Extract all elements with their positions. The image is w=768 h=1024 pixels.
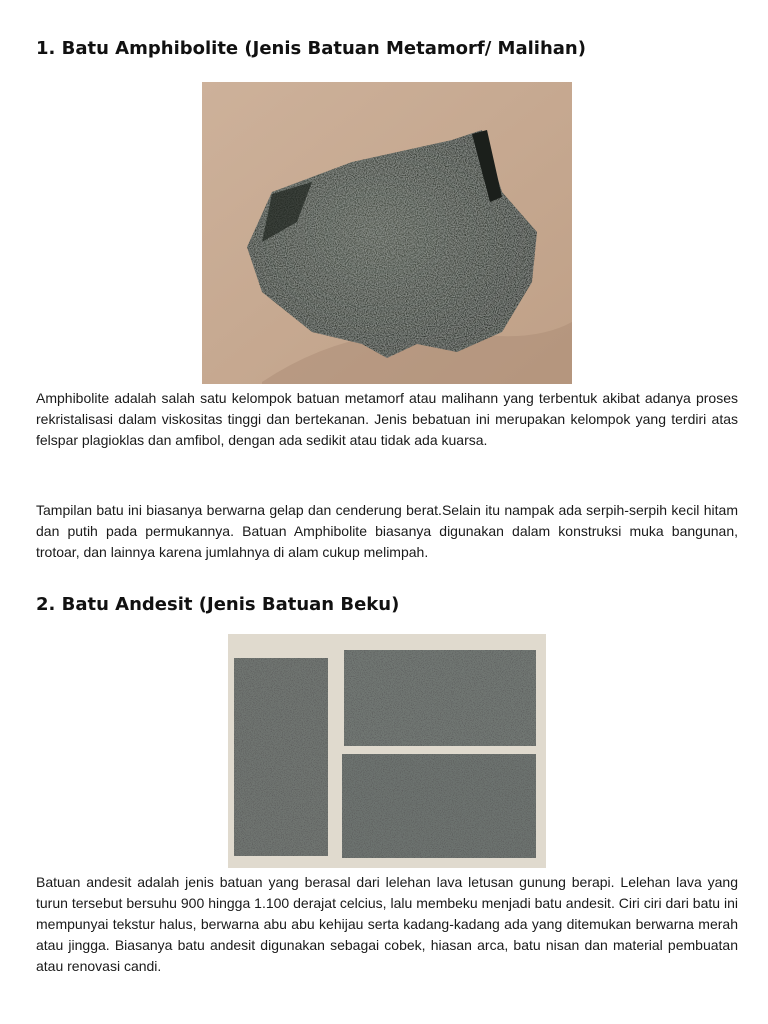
amphibolite-paragraph-1: Amphibolite adalah salah satu kelompok batuan metamorf atau malihann yang terbentuk akibat adanya proses rekristalisasi dalam viskositas tinggi dan bertekanan. Jenis bebatuan ini merupakan kelompok yang terdiri atas felspar plagioklas dan amfibol, dengan ada sedikit atau tidak ada kuarsa. [36,390,738,448]
andesite-paragraph-1: Batuan andesit adalah jenis batuan yang berasal dari lelehan lava letusan gunung berapi. Lelehan lava yang turun tersebut bersuhu 900 hingga 1.100 derajat celcius, lalu membeku menjadi batu andesit. Ciri ciri dari batu ini mempunyai tekstur halus, berwarna abu abu kehijau serta kadang-kadang ada yang ditemukan berwarna merah atau jingga. Biasanya batu andesit digunakan sebagai cobek, hiasan arca, batu nisan dan material pembuatan atau renovasi candi. [36,874,738,974]
section-heading-andesite: 2. Batu Andesit (Jenis Batuan Beku) [36,594,400,615]
amphibolite-photo [202,82,572,384]
amphibolite-paragraph-2: Tampilan batu ini biasanya berwarna gelap dan cenderung berat.Selain itu nampak ada serpih-serpih kecil hitam dan putih pada permukannya. Batuan Amphibolite biasanya digunakan dalam konstruksi muka bangunan, trotoar, dan lainnya karena jumlahnya di alam cukup melimpah. [36,502,738,560]
section-heading-amphibolite: 1. Batu Amphibolite (Jenis Batuan Metamorf/ Malihan) [36,38,586,59]
andesite-photo [228,634,546,868]
